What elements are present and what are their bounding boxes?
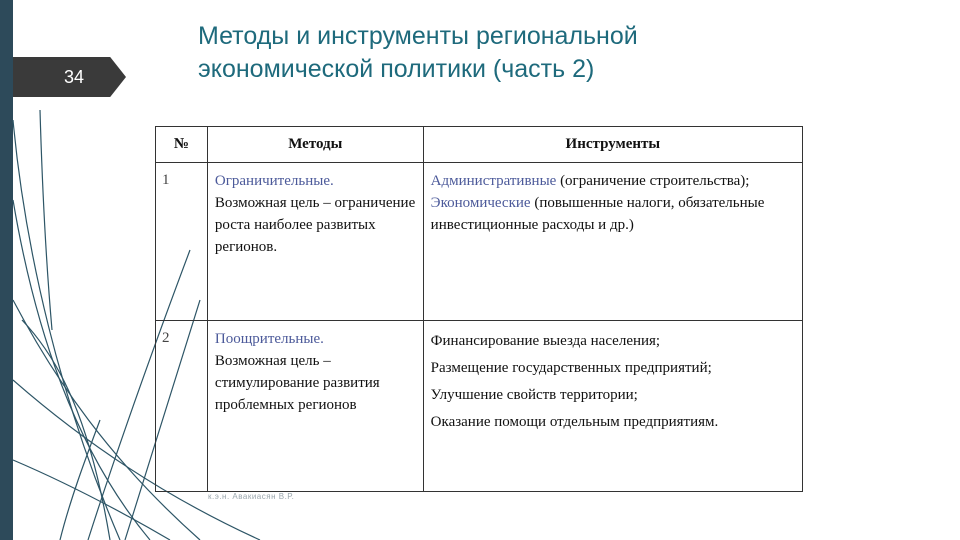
tools-content <box>424 321 802 442</box>
header-methods: Методы <box>207 127 423 163</box>
slide-title-line-1: Методы и инструменты региональной <box>198 22 638 50</box>
tool-description: (повышенные налоги, обязательные инвестиционные расходы и др.) <box>430 195 765 233</box>
row-number: 1 <box>162 172 170 188</box>
method-description: Возможная цель – стимулирование развития проблемных регионов <box>214 353 380 413</box>
tool-list-item: Улучшение свойств территории; <box>430 387 638 403</box>
tool-name: Экономические <box>430 195 531 211</box>
method-name: Ограничительные. <box>214 173 334 189</box>
row-number-cell <box>156 163 208 321</box>
row-number-cell <box>156 321 208 492</box>
method-description: Возможная цель – ограничение роста наиболее развитых регионов. <box>214 195 416 255</box>
tool-item <box>431 170 796 192</box>
tool-name: Административные <box>430 173 557 189</box>
slide-number: 34 <box>64 67 85 87</box>
tools-cell <box>423 163 802 321</box>
slide-title <box>198 20 818 86</box>
method-cell <box>207 321 423 492</box>
method-content <box>208 321 423 422</box>
method-name: Поощрительные. <box>214 331 324 347</box>
methods-table <box>155 126 803 492</box>
method-content <box>208 163 423 264</box>
footer-author: к.э.н. Авакиасян В.Р. <box>208 492 295 501</box>
row-number: 2 <box>162 330 170 346</box>
tools-cell <box>423 321 802 492</box>
tools-content <box>424 163 802 242</box>
tool-description: (ограничение строительства); <box>556 173 750 189</box>
header-number: № <box>156 127 208 163</box>
table-row <box>156 163 803 321</box>
tool-list-item: Финансирование выезда населения; <box>430 333 661 349</box>
slide-title-line-2: экономической политики (часть 2) <box>198 55 595 83</box>
table-header-row <box>156 127 803 163</box>
header-tools: Инструменты <box>423 127 802 163</box>
tool-item <box>431 192 796 236</box>
method-cell <box>207 163 423 321</box>
tool-list-item: Размещение государственных предприятий; <box>430 360 712 376</box>
tool-list-item: Оказание помощи отдельным предприятиям. <box>430 414 719 430</box>
table-row <box>156 321 803 492</box>
